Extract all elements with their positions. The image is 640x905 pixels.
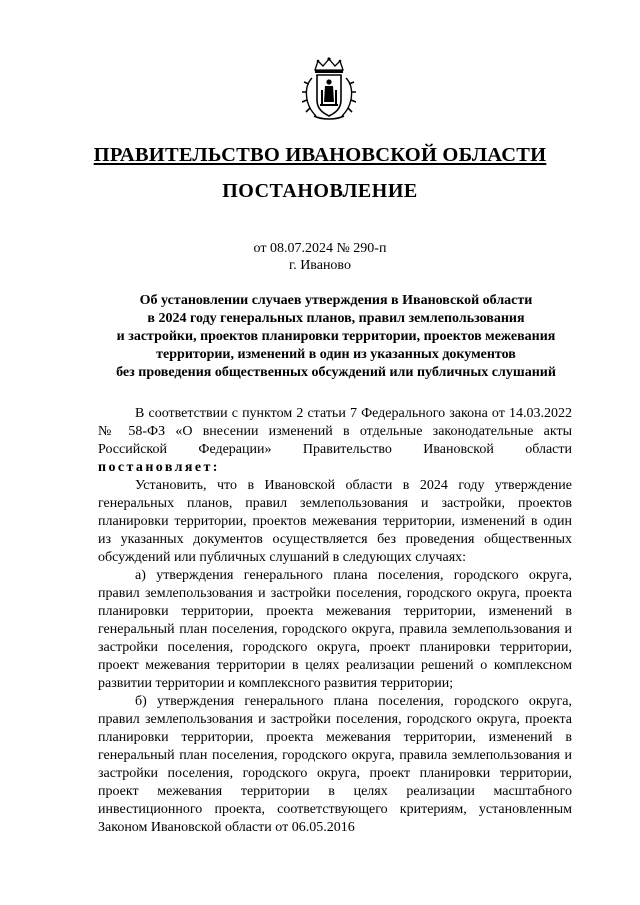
government-title: ПРАВИТЕЛЬСТВО ИВАНОВСКОЙ ОБЛАСТИ	[93, 144, 547, 166]
ivanovo-coat-of-arms-icon	[302, 56, 356, 122]
date-and-number: от 08.07.2024 № 290-п	[253, 241, 387, 256]
subject-line: без проведения общественных обсуждений или публичных слушаний	[116, 365, 556, 380]
subject-line: территории, изменений в один из указанных документов	[156, 347, 516, 362]
document-type: ПОСТАНОВЛЕНИЕ	[222, 180, 418, 202]
city: г. Иваново	[289, 258, 351, 273]
document-subject	[96, 292, 576, 382]
preamble-paragraph	[98, 405, 572, 477]
paragraph-item-a: а) утверждения генерального плана поселения, городского округа, правил землепользования и застройки поселения, городского округа, проекта планировки территории, проекта межевания территории, изменений в генеральный план поселения, городского округа, правила землепользования и застройки поселения, городского округа, проект планировки территории, проект межевания территории в целях реализации решений о комплексном развитии территории и комплексного развития территории;	[98, 568, 572, 691]
paragraph-item-b: б) утверждения генерального плана поселения, городского округа, правил землепользования и застройки поселения, городского округа, проекта планировки территории, проекта межевания территории, изменений в генеральный план поселения, городского округа, правила землепользования и застройки поселения, городского округа, проект планировки территории, проект межевания территории в целях реализации масштабного инвестиционного проекта, соответствующего критериям, установленным Законом Ивановской области от 06.05.2016	[98, 694, 572, 835]
subject-line: в 2024 году генеральных планов, правил землепользования	[147, 311, 525, 326]
subject-line: Об установлении случаев утверждения в Ивановской области	[139, 293, 533, 308]
resolves-word: постановляет:	[98, 460, 220, 475]
preamble-text: В соответствии с пунктом 2 статьи 7 Федерального закона от 14.03.2022 № 58-ФЗ «О внесении изменений в отдельные законодательные акты Российской Федерации» Правительство Ивановской области	[98, 406, 572, 457]
subject-line: и застройки, проектов планировки территории, проектов межевания	[116, 329, 556, 344]
document-body	[98, 405, 572, 837]
paragraph-main: Установить, что в Ивановской области в 2024 году утверждение генеральных планов, правил землепользования и застройки, проектов планировки территории, проектов межевания территории, изменений в один из указанных документов осуществляется без проведения общественных обсуждений или публичных слушаний в следующих случаях:	[98, 478, 572, 565]
